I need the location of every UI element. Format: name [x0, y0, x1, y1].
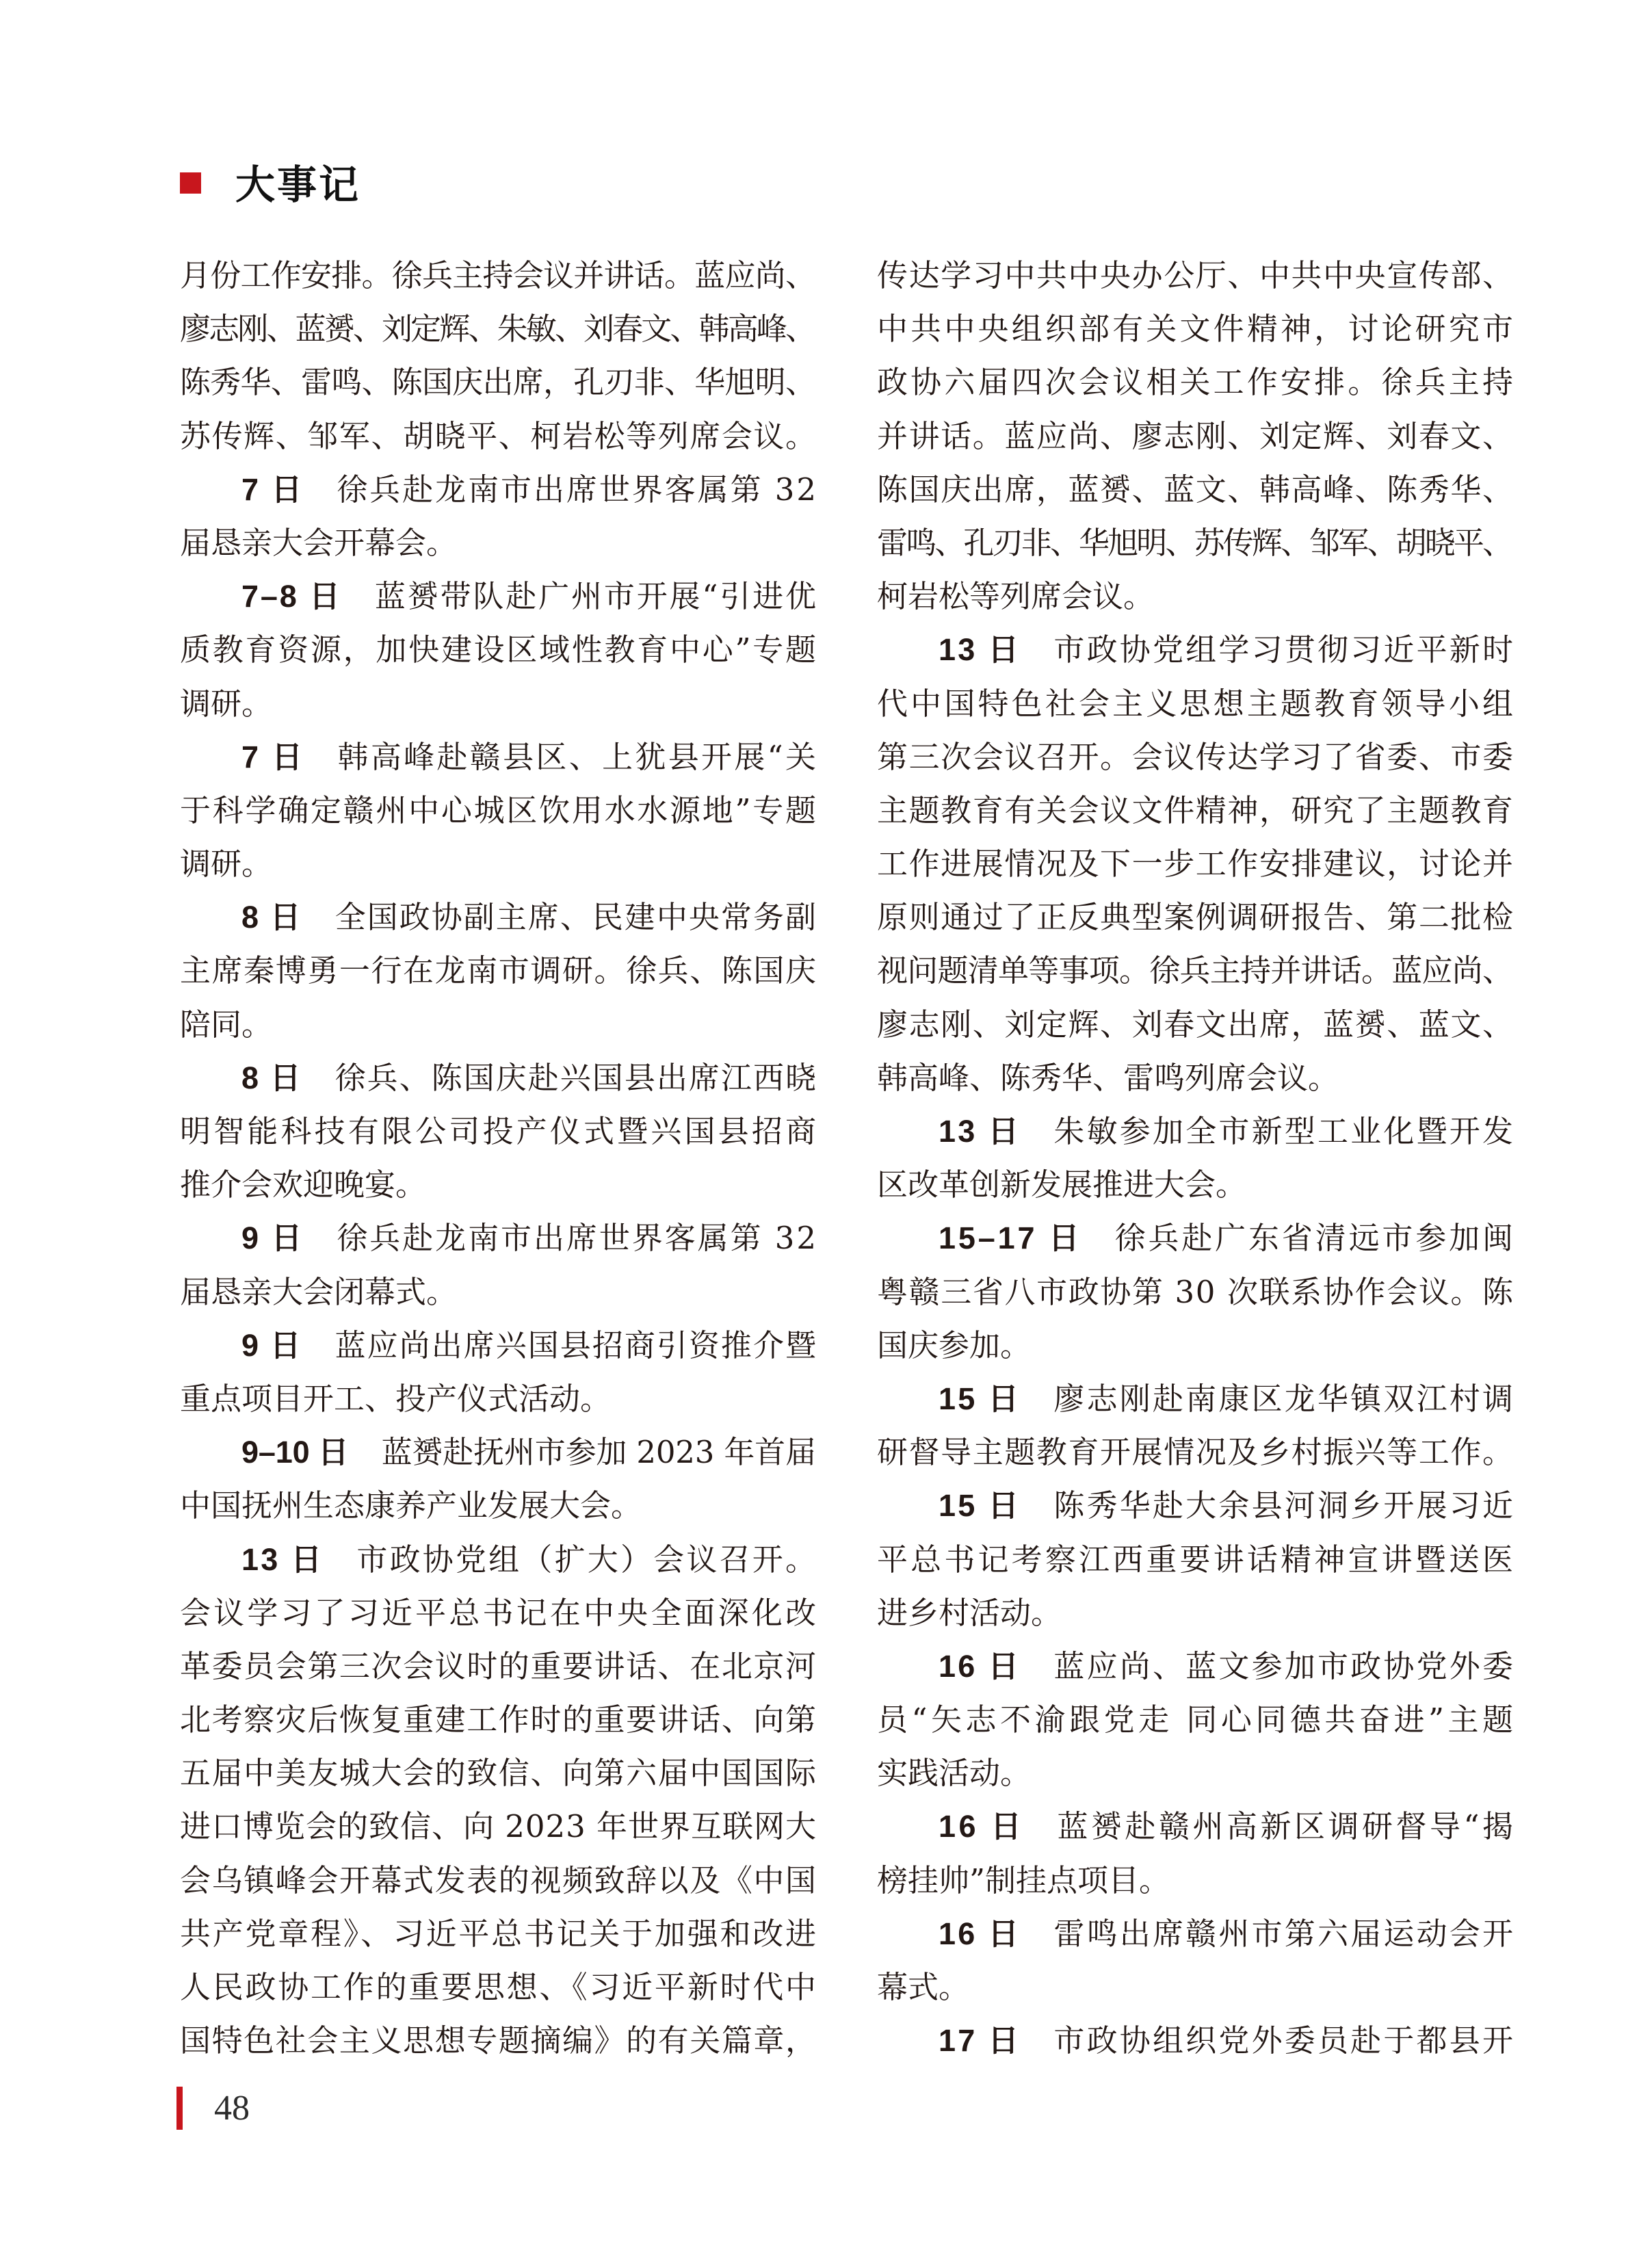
text-line-content — [877, 891, 1515, 944]
text-line — [180, 356, 816, 409]
line-text: 中共中央组织部有关文件精神，讨论研究市 — [877, 311, 1517, 348]
text-line — [180, 1747, 816, 1800]
line-text: 全国政协副主席、民建中央常务副 — [335, 899, 818, 936]
line-text: 市政协组织党外委员赴于都县开 — [1053, 2022, 1516, 2059]
text-line-content — [241, 891, 817, 944]
text-line-content — [180, 784, 818, 837]
text-line — [877, 1319, 1513, 1372]
text-line-content — [877, 837, 1515, 891]
text-line — [877, 1212, 1516, 1265]
line-text: 人民政协工作的重要思想、《习近平新时代中 — [180, 1969, 818, 2005]
text-line-content — [939, 1640, 1515, 1693]
text-line-content — [180, 837, 272, 891]
entry-date: 15 日 — [939, 1381, 1021, 1416]
line-text: 届恳亲大会闭幕式。 — [180, 1273, 458, 1310]
text-line — [180, 998, 816, 1052]
line-text: 区改革创新发展推进大会。 — [877, 1166, 1247, 1203]
line-text: 粤赣三省八市政协第 30 次联系协作会议。陈 — [877, 1273, 1515, 1310]
chronicle-entry — [180, 891, 816, 1052]
text-line-content — [180, 1372, 611, 1426]
line-text: 蓝赟赴赣州高新区调研督导“揭 — [1057, 1808, 1517, 1845]
text-line — [180, 1693, 816, 1747]
line-text: 徐兵、陈国庆赴兴国县出席江西晓 — [335, 1059, 818, 1096]
line-text: 革委员会第三次会议时的重要讲话、在北京河 — [180, 1647, 817, 1684]
line-text: 重点项目开工、投产仪式活动。 — [180, 1380, 612, 1417]
text-line — [877, 784, 1513, 837]
text-line-content — [877, 1052, 1339, 1105]
text-line — [180, 2014, 816, 2067]
text-line-content — [180, 1587, 819, 1640]
line-text: 柯岩松等列席会议。 — [877, 578, 1155, 615]
line-text: 原则通过了正反典型案例调研报告、第二批检 — [877, 899, 1515, 936]
text-line-content — [877, 356, 1516, 409]
text-line — [877, 1426, 1513, 1479]
line-text: 榜挂帅”制挂点项目。 — [877, 1862, 1170, 1899]
line-text: 徐兵赴广东省清远市参加闽 — [1114, 1220, 1516, 1257]
chronicle-entry-continued — [180, 249, 816, 463]
text-line — [877, 1587, 1513, 1640]
text-line — [180, 1319, 816, 1372]
line-text: 韩高峰、陈秀华、雷鸣列席会议。 — [877, 1059, 1339, 1096]
chronicle-entry — [180, 570, 816, 731]
line-text: 市政协党组（扩大）会议召开。 — [356, 1541, 819, 1578]
text-line — [877, 1907, 1516, 1961]
text-line-content — [877, 998, 1515, 1052]
text-line — [877, 2014, 1516, 2067]
text-line-content — [180, 1800, 817, 1853]
entry-date: 15–17 日 — [939, 1221, 1082, 1256]
text-line-content — [877, 570, 1154, 623]
text-line-content — [877, 1158, 1246, 1212]
text-line — [180, 1961, 816, 2014]
line-text: 会乌镇峰会开幕式发表的视频致辞以及《中国 — [180, 1862, 817, 1899]
text-line-content — [939, 2014, 1515, 2067]
text-line — [180, 1426, 816, 1479]
chronicle-entry — [877, 2014, 1516, 2067]
line-text: 明智能科技有限公司投产仪式暨兴国县招商 — [180, 1113, 820, 1149]
entry-date: 16 日 — [939, 1648, 1021, 1684]
text-line — [877, 837, 1513, 891]
line-text: 韩高峰赴赣县区、上犹县开展“关 — [337, 738, 819, 775]
text-line — [180, 1052, 816, 1105]
text-line — [877, 1372, 1516, 1426]
text-line-content — [877, 1533, 1516, 1587]
chronicle-entry — [180, 1052, 820, 1212]
text-line-content — [939, 623, 1515, 677]
line-text: 朱敏参加全市新型工业化暨开发 — [1053, 1113, 1516, 1149]
chronicle-entry — [877, 1212, 1516, 1372]
chronicle-entry — [180, 731, 819, 891]
line-text: 主题教育有关会议文件精神，研究了主题教育 — [877, 792, 1515, 829]
text-line-content — [241, 1319, 817, 1372]
text-line-content — [877, 731, 1515, 784]
chronicle-entry — [877, 1640, 1517, 1801]
text-line-content — [877, 1319, 1031, 1372]
text-line-content — [877, 677, 1516, 731]
text-line — [180, 463, 816, 517]
text-line — [180, 249, 816, 302]
text-line — [877, 623, 1516, 677]
line-text: 调研。 — [180, 846, 273, 883]
text-line — [877, 1533, 1517, 1587]
chronicle-entry — [180, 1319, 816, 1426]
entry-date: 7–8 日 — [241, 579, 342, 614]
line-text: 研督导主题教育开展情况及乡村振兴等工作。 — [877, 1434, 1515, 1471]
text-line-content — [877, 249, 1515, 302]
line-text: 共产党章程》、习近平总书记关于加强和改进 — [180, 1915, 818, 1952]
entry-date: 9 日 — [241, 1221, 304, 1256]
text-line — [180, 1372, 816, 1426]
text-line-content — [180, 623, 818, 677]
line-text: 雷鸣出席赣州市第六届运动会开 — [1053, 1915, 1516, 1952]
text-line — [877, 891, 1513, 944]
line-text: 届恳亲大会开幕会。 — [180, 524, 458, 561]
entry-date: 16 日 — [939, 1916, 1021, 1951]
text-line-content — [877, 302, 1516, 356]
chronicle-entry — [877, 1479, 1517, 1640]
text-line-content — [241, 463, 818, 517]
text-line-content — [241, 570, 818, 623]
line-text: 五届中美友城大会的致信、向第六届中国国际 — [180, 1755, 817, 1792]
line-text: 国特色社会主义思想专题摘编》的有关篇章， — [180, 2022, 817, 2059]
text-line-content — [180, 410, 817, 463]
entry-date: 7 日 — [241, 739, 305, 774]
entry-date: 9–10 日 — [241, 1435, 349, 1470]
chronicle-entry — [180, 1212, 816, 1318]
section-title: 大事记 — [235, 161, 361, 208]
line-text: 会议学习了习近平总书记在中央全面深化改 — [180, 1594, 820, 1631]
line-text: 工作进展情况及下一步工作安排建议，讨论并 — [877, 846, 1515, 883]
chronicle-entry — [180, 1533, 820, 2068]
text-line — [877, 356, 1517, 409]
text-line-content — [180, 302, 814, 356]
text-line-content — [241, 1426, 816, 1479]
line-text: 传达学习中共中央办公厅、中共中央宣传部、 — [877, 257, 1515, 293]
text-line — [180, 1640, 816, 1693]
line-text: 蓝应尚出席兴国县招商引资推介暨 — [335, 1327, 818, 1364]
line-text: 进口博览会的致信、向 2023 年世界互联网大 — [180, 1808, 817, 1845]
text-line — [180, 517, 816, 570]
left-column — [180, 249, 820, 2067]
entry-date: 13 日 — [241, 1541, 324, 1577]
text-line-content — [877, 1854, 1170, 1907]
chronicle-entry — [180, 463, 816, 570]
line-text: 廖志刚、蓝赟、刘定辉、朱敏、刘春文、韩高峰、 — [180, 311, 815, 348]
text-line — [180, 623, 816, 677]
text-line — [877, 731, 1513, 784]
text-line-content — [939, 1907, 1515, 1961]
line-text: 政协六届四次会议相关工作安排。徐兵主持 — [877, 364, 1517, 401]
chronicle-entry — [180, 1426, 816, 1532]
text-line — [877, 1158, 1513, 1212]
right-column — [877, 249, 1517, 2067]
text-line-content — [180, 2014, 817, 2067]
text-line-content — [180, 1693, 817, 1747]
text-line-content — [241, 1212, 818, 1265]
line-text: 雷鸣、孔刃非、华旭明、苏传辉、邹军、胡晓平、 — [877, 524, 1512, 561]
text-line — [877, 302, 1517, 356]
text-line — [180, 1212, 816, 1265]
text-line-content — [939, 1479, 1515, 1532]
text-line — [180, 1800, 816, 1853]
text-line — [877, 1105, 1516, 1158]
text-line-content — [180, 1266, 457, 1319]
text-line-content — [180, 1747, 817, 1800]
line-text: 市政协党组学习贯彻习近平新时 — [1053, 631, 1516, 668]
line-text: 中国抚州生态康养产业发展大会。 — [180, 1487, 642, 1524]
line-text: 并讲话。蓝应尚、廖志刚、刘定辉、刘春文、 — [877, 417, 1515, 454]
text-line — [877, 1479, 1516, 1532]
text-line-content — [180, 1854, 817, 1907]
entry-date: 13 日 — [939, 1114, 1021, 1149]
text-line — [877, 517, 1513, 570]
text-line-content — [877, 784, 1515, 837]
text-line — [180, 410, 816, 463]
text-line — [877, 998, 1513, 1052]
text-line — [877, 1052, 1513, 1105]
text-line — [877, 1961, 1513, 2014]
line-text: 国庆参加。 — [877, 1327, 1032, 1364]
page-number: 48 — [214, 2089, 250, 2128]
line-text: 视问题清单等事项。徐兵主持并讲话。蓝应尚、 — [877, 952, 1513, 989]
line-text: 陪同。 — [180, 1006, 273, 1043]
text-line — [180, 944, 816, 997]
line-text: 蓝赟带队赴广州市开展“引进优 — [374, 578, 818, 615]
entry-date: 16 日 — [939, 1809, 1025, 1844]
text-line — [877, 570, 1513, 623]
red-square-marker — [180, 172, 201, 194]
text-line-content — [877, 1747, 1031, 1800]
text-line — [180, 1158, 816, 1212]
line-text: 实践活动。 — [877, 1755, 1032, 1792]
chronicle-entry — [877, 623, 1517, 1105]
text-line-content — [180, 249, 815, 302]
chronicle-entry — [877, 1800, 1517, 1907]
text-line-content — [180, 1640, 817, 1693]
chronicle-entry — [877, 1907, 1516, 2014]
text-line — [180, 1266, 816, 1319]
line-text: 苏传辉、邹军、胡晓平、柯岩松等列席会议。 — [180, 417, 817, 454]
text-line — [180, 1533, 819, 1587]
text-line — [180, 837, 816, 891]
text-line-content — [877, 1426, 1515, 1479]
line-text: 月份工作安排。徐兵主持会议并讲话。蓝应尚、 — [180, 257, 816, 293]
chronicle-entry-continued — [877, 249, 1517, 623]
line-text: 平总书记考察江西重要讲话精神宣讲暨送医 — [877, 1541, 1517, 1578]
text-line-content — [180, 517, 457, 570]
entry-date: 9 日 — [241, 1327, 302, 1363]
line-text: 幕式。 — [877, 1969, 970, 2005]
text-line-content — [180, 356, 815, 409]
text-line — [180, 891, 816, 944]
text-line-content — [877, 517, 1511, 570]
text-line — [877, 463, 1513, 517]
line-text: 北考察灾后恢复重建工作时的重要讲话、向第 — [180, 1701, 817, 1738]
entry-date: 13 日 — [939, 632, 1021, 668]
text-line — [877, 249, 1513, 302]
line-text: 陈秀华赴大余县河洞乡开展习近 — [1053, 1487, 1516, 1524]
entry-date: 8 日 — [241, 900, 302, 935]
text-line-content — [241, 731, 818, 784]
line-text: 调研。 — [180, 685, 273, 722]
line-text: 徐兵赴龙南市出席世界客属第 32 — [337, 1220, 818, 1257]
line-text: 第三次会议召开。会议传达学习了省委、市委 — [877, 738, 1515, 775]
text-line — [180, 1854, 816, 1907]
text-line-content — [180, 1961, 818, 2014]
line-text: 员“矢志不渝跟党走 同心同德共奋进”主题 — [877, 1701, 1517, 1738]
text-line-content — [939, 1105, 1515, 1158]
text-line — [877, 410, 1513, 463]
text-line — [180, 1907, 816, 1961]
text-line — [877, 1640, 1516, 1693]
entry-date: 17 日 — [939, 2023, 1021, 2059]
text-line — [877, 1800, 1517, 1853]
text-line — [877, 677, 1517, 731]
text-line-content — [877, 944, 1512, 997]
line-text: 推介会欢迎晚宴。 — [180, 1166, 427, 1203]
entry-date: 8 日 — [241, 1060, 302, 1095]
line-text: 廖志刚赴南康区龙华镇双江村调 — [1053, 1380, 1516, 1417]
text-line-content — [939, 1212, 1516, 1265]
line-text: 廖志刚、刘定辉、刘春文出席，蓝赟、蓝文、 — [877, 1006, 1515, 1043]
text-line — [877, 1854, 1513, 1907]
text-line-content — [180, 1105, 819, 1158]
line-text: 进乡村活动。 — [877, 1594, 1062, 1631]
text-line-content — [877, 1693, 1517, 1747]
line-text: 蓝应尚、蓝文参加市政协党外委 — [1053, 1647, 1516, 1684]
text-line — [877, 1266, 1513, 1319]
text-line-content — [877, 463, 1515, 517]
text-line-content — [939, 1372, 1515, 1426]
entry-date: 7 日 — [241, 471, 304, 507]
line-text: 主席秦博勇一行在龙南市调研。徐兵、陈国庆 — [180, 952, 817, 989]
text-line — [180, 570, 816, 623]
line-text: 徐兵赴龙南市出席世界客属第 32 — [337, 471, 818, 508]
text-line-content — [877, 1961, 969, 2014]
text-line-content — [241, 1533, 818, 1587]
text-line-content — [877, 1587, 1062, 1640]
text-line-content — [180, 677, 272, 731]
line-text: 代中国特色社会主义思想主题教育领导小组 — [877, 685, 1517, 722]
text-line — [877, 1693, 1517, 1747]
text-line — [180, 731, 819, 784]
text-line-content — [939, 1800, 1517, 1853]
chronicle-entry — [877, 1105, 1516, 1212]
red-bar-marker — [176, 2087, 183, 2130]
text-line — [180, 1479, 816, 1532]
chronicle-entry — [877, 1372, 1516, 1479]
text-line-content — [241, 1052, 817, 1105]
text-line — [180, 302, 816, 356]
text-line-content — [180, 1158, 426, 1212]
text-line — [180, 784, 816, 837]
entry-date: 15 日 — [939, 1488, 1021, 1524]
text-line — [877, 944, 1513, 997]
text-line-content — [180, 944, 817, 997]
text-line-content — [180, 1907, 818, 1961]
text-line-content — [180, 1479, 642, 1532]
text-line — [877, 1747, 1513, 1800]
line-text: 陈秀华、雷鸣、陈国庆出席，孔刃非、华旭明、 — [180, 364, 816, 401]
text-line — [180, 677, 816, 731]
line-text: 于科学确定赣州中心城区饮用水水源地”专题 — [180, 792, 818, 829]
text-line-content — [877, 1266, 1515, 1319]
text-line — [180, 1587, 820, 1640]
text-line-content — [180, 998, 272, 1052]
text-line-content — [877, 410, 1515, 463]
text-line — [180, 1105, 820, 1158]
line-text: 蓝赟赴抚州市参加 2023 年首届 — [381, 1434, 816, 1471]
line-text: 陈国庆出席，蓝赟、蓝文、韩高峰、陈秀华、 — [877, 471, 1515, 508]
line-text: 质教育资源，加快建设区域性教育中心”专题 — [180, 631, 818, 668]
